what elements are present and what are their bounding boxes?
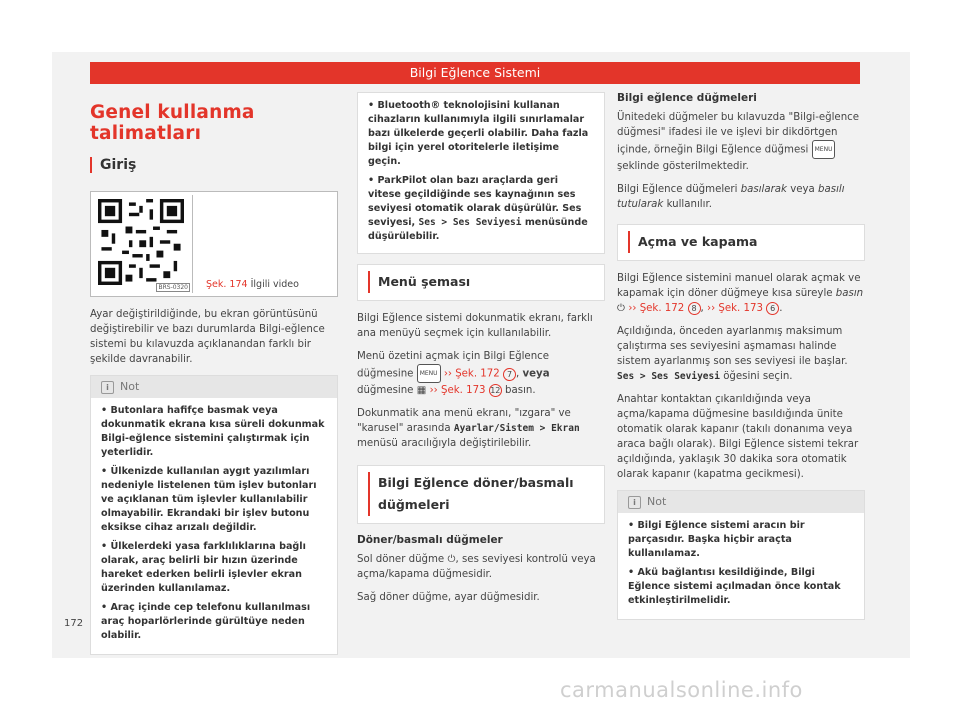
buttons-paragraph-1: [617, 110, 865, 174]
subsection-title: Giriş: [90, 157, 136, 173]
text: Menü özetini açmak için Bilgi Eğlence düğmesine: [357, 351, 550, 380]
section-heading: Bilgi Eğlence döner/basmalı düğmeleri: [368, 472, 594, 516]
note-text: Butonlara hafifçe basmak veya dokunmatik ekrana kısa süreli dokunmak Bilgi-eğlence sistemini çalıştırmak için yeterlidir.: [101, 405, 325, 458]
knob-heading: Döner/basmalı düğmeler: [357, 534, 503, 546]
section-knobs: [357, 465, 605, 524]
menu-path-code: Ayarlar/Sistem > Ekran: [453, 423, 580, 434]
note-item: • Araç içinde cep telefonu kullanılması araç hoparlörlerinde gürültüye neden olabilir.: [101, 602, 311, 641]
menu-paragraph-1: Bilgi Eğlence sistemi dokunmatik ekranı, farklı ana menüyü seçmek için kullanılabilir.: [357, 313, 593, 339]
watermark: carmanualsonline.info: [560, 678, 803, 702]
note-label: Not: [120, 380, 140, 393]
knob-paragraph-2: Sağ döner düğme, ayar düğmesidir.: [357, 592, 540, 603]
callout-number: 7: [503, 368, 516, 381]
knob-paragraph-1: [357, 552, 605, 582]
menu-path-code: Ses > Ses Seviyesi: [617, 371, 720, 382]
text: basılarak: [740, 184, 787, 195]
text: kullanılır.: [666, 199, 712, 210]
note-item: • Butonlara hafifçe basmak veya dokunmatik ekrana kısa süreli dokunmak Bilgi-eğlence sistemini çalıştırmak için yeterlidir.: [101, 405, 325, 458]
text: Bilgi Eğlence düğmeleri: [617, 184, 738, 195]
note-text: Akü bağlantısı kesildiğinde, Bilgi Eğlence sistemi açılmadan önce kontak etkinleştirilmelidir.: [628, 567, 841, 606]
column-left: [90, 92, 338, 655]
onoff-paragraph-3: Anahtar kontaktan çıkarıldığında veya açma/kapama düğmesine basıldığında ünite otomatik olarak kapanır (takılı donanıma veya araca bağlı olarak). Bilgi Eğlence sistemi tekrar açıldığında, yaklaşık 30 dakika sora otomatik olarak kapanır (kapatma gecikmesi).: [617, 394, 859, 480]
text: şeklinde gösterilmektedir.: [617, 161, 749, 172]
section-title: Genel kullanma talimatları: [90, 102, 255, 144]
power-icon: ⏻: [447, 554, 456, 565]
callout-number: 8: [688, 302, 701, 315]
onoff-paragraph-1: Bilgi Eğlence sistemini manuel olarak açmak ve kapamak için döner düğmeye kısa süreyle basın ⏻ ›› Şek. 172 8 , ›› Şek. 173 6 .: [617, 273, 864, 314]
menu-paragraph-3: [357, 406, 605, 451]
menu-button-icon: MENU: [417, 364, 441, 383]
figure-caption: [196, 279, 299, 296]
menu-path-code: Ses > Ses Seviyesi: [418, 217, 522, 228]
text: basın: [835, 288, 864, 299]
qr-code-icon: [98, 199, 184, 285]
figure-caption-text: İlgili video: [250, 279, 299, 290]
menu-button-icon: MENU: [812, 140, 836, 159]
chapter-header: Bilgi Eğlence Sistemi: [90, 62, 860, 84]
note-continuation-box: [357, 92, 605, 254]
text: veya: [790, 184, 815, 195]
note-text: ParkPilot olan bazı araçlarda geri vitese geçildiğinde ses kaynağının ses seviyesi otomatik olarak düşürülür. Ses seviyesi,: [368, 175, 582, 228]
note-text: Araç içinde cep telefonu kullanılması araç hoparlörlerinde gürültüye neden olabilir.: [101, 602, 311, 641]
section-heading: Açma ve kapama: [628, 231, 854, 253]
note-header: [618, 491, 864, 513]
power-icon: ⏻: [617, 303, 626, 314]
note-item: • Akü bağlantısı kesildiğinde, Bilgi Eğlence sistemi açılmadan önce kontak etkinleştirilmelidir.: [628, 567, 841, 606]
info-icon: i: [628, 496, 641, 509]
grid-icon: ▦: [416, 385, 427, 396]
figure-ref-172[interactable]: ›› Şek. 172: [628, 303, 685, 314]
note-item: • Bluetooth® teknolojisini kullanan cihazların kullanımıyla ilgili sınırlamalar bazı ülkelerde geçerli olabilir. Daha fazla bilgi için yerel otoritelerle iletişime geçin.: [368, 100, 589, 167]
note-item: • Ülkelerdeki yasa farklılıklarına bağlı olarak, araç belirli bir hızın üzerinde hareket ederken belirli işlevler ekran üzerinden kullanılamaz.: [101, 541, 306, 594]
figure-ref-173[interactable]: ›› Şek. 173: [707, 303, 763, 314]
note-text: Ülkenizde kullanılan aygıt yazılımları nedeniyle listelenen tüm işlev butonları ve açıklanan tüm işlevler kullanılabilir olmayabilir. Ekrandaki bir işlev butonu eksikse cihaz arızalı değildir.: [101, 466, 317, 533]
text-veya: veya: [522, 368, 550, 380]
text: , ses seviyesi kontrolü veya açma/kapama düğmesidir.: [357, 554, 596, 580]
text: menüsü aracılığıyla değiştirilebilir.: [357, 438, 532, 449]
qr-code-image: [94, 195, 193, 293]
note-text: Ülkelerdeki yasa farklılıklarına bağlı olarak, araç belirli bir hızın üzerinde hareket ederken belirli işlevler ekran üzerinden kullanılamaz.: [101, 541, 306, 594]
text: Açıldığında, önceden ayarlanmış maksimum çalıştırma ses seviyesini aşmaması halinde sistem ayarlanmış son ses seviyesi ile başlar.: [617, 326, 848, 367]
text: öğesini seçin.: [723, 371, 793, 382]
buttons-heading: Bilgi eğlence düğmeleri: [617, 92, 757, 104]
note-item: • ParkPilot olan bazı araçlarda geri vitese geçildiğinde ses kaynağının ses seviyesi otomatik olarak düşürülür. Ses seviyesi, Ses > Ses Seviyesi menüsünde düşürülebilir.: [368, 175, 588, 242]
menu-paragraph-2: Menü özetini açmak için Bilgi Eğlence düğmesine MENU ›› Şek. 172 7 , veya düğmesine ▦ ›› Şek. 173 12 basın.: [357, 351, 550, 396]
text: basın.: [505, 385, 536, 396]
text: Bilgi Eğlence sistemini manuel olarak açmak ve kapamak için döner düğmeye kısa süreyle: [617, 273, 861, 299]
info-icon: i: [101, 381, 114, 394]
note-box-left: [90, 375, 338, 655]
callout-number: 12: [490, 386, 501, 395]
note-text-end: menüsünde düşürülebilir.: [368, 217, 588, 242]
column-middle: [357, 92, 605, 613]
note-text: Bluetooth® teknolojisini kullanan cihazların kullanımıyla ilgili sınırlamalar bazı ülkelerde geçerli olabilir. Daha fazla bilgi için yerel otoritelerle iletişime geçin.: [368, 100, 589, 167]
callout-number: 6: [766, 302, 779, 315]
note-item: • Ülkenizde kullanılan aygıt yazılımları nedeniyle listelenen tüm işlev butonları ve açıklanan tüm işlevler kullanılabilir olmayabilir. Ekrandaki bir işlev butonu eksikse cihaz arızalı değildir.: [101, 466, 317, 533]
section-heading: Menü şeması: [368, 271, 594, 293]
figure-ref[interactable]: Şek. 174: [206, 279, 248, 290]
text: Ünitedeki düğmeler bu kılavuzda "Bilgi-eğlence düğmesi" ifadesi ile ve işlevi bir dikdörtgen içinde, örneğin Bilgi Eğlence düğmesi: [617, 112, 860, 156]
text: Sol döner düğme: [357, 554, 445, 565]
text: düğmesine: [357, 385, 414, 396]
intro-paragraph: Ayar değiştirildiğinde, bu ekran görüntüsünü değiştirebilir ve bazı durumlarda Bilgi-eğlence sistemi bu kılavuzda açıklanandan farklı bir şekilde davranabilir.: [90, 309, 325, 365]
text: basılı tutularak: [617, 184, 845, 210]
note-text: Bilgi Eğlence sistemi aracın bir parçasıdır. Başka hiçbir araçta kullanılamaz.: [628, 520, 805, 559]
figure-ref-172[interactable]: ›› Şek. 172: [443, 368, 500, 380]
text: Dokunmatik ana menü ekranı, "ızgara" ve "karusel" arasında: [357, 408, 571, 434]
note-item: • Bilgi Eğlence sistemi aracın bir parçasıdır. Başka hiçbir araçta kullanılamaz.: [628, 520, 805, 559]
onoff-paragraph-2: [617, 324, 865, 384]
note-label: Not: [647, 495, 667, 508]
figure-174: [90, 191, 338, 297]
note-box-right: [617, 490, 865, 620]
section-menu-schema: [357, 264, 605, 301]
page-number: 172: [64, 618, 84, 629]
column-right: [617, 92, 865, 620]
buttons-paragraph-2: [617, 182, 865, 212]
figure-code: BRS-0320: [158, 284, 188, 291]
figure-ref-173[interactable]: ›› Şek. 173: [429, 385, 486, 396]
note-header: [91, 376, 337, 398]
section-on-off: [617, 224, 865, 261]
